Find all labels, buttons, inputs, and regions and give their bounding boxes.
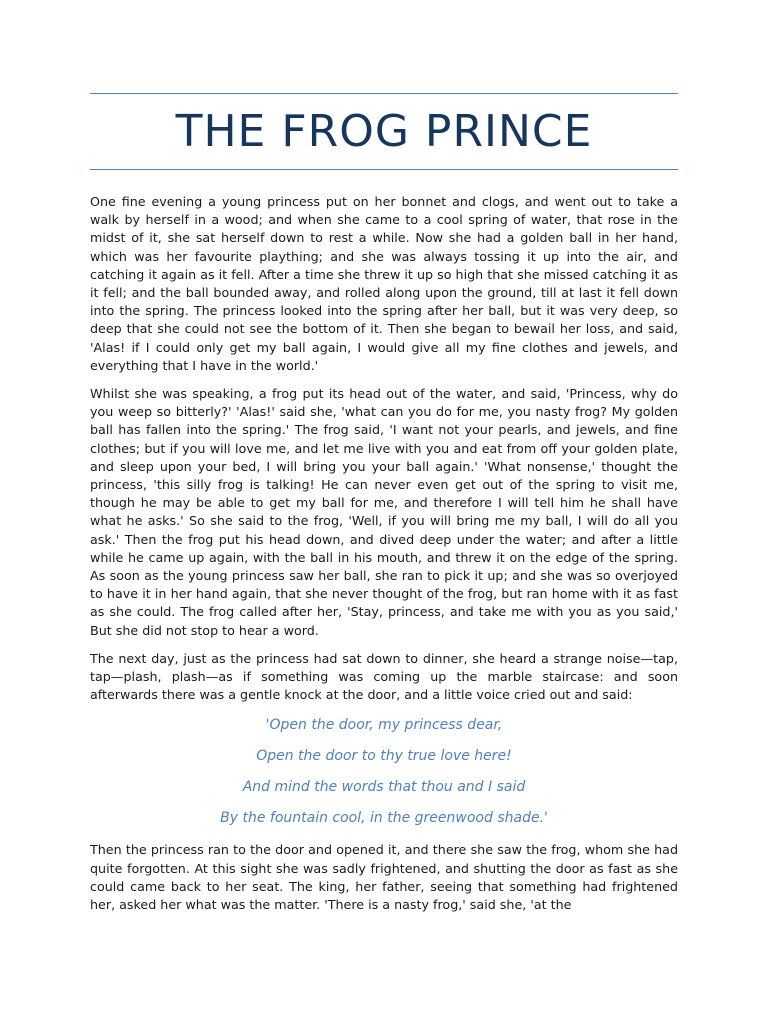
story-body — [90, 193, 678, 924]
paragraph-2: Whilst she was speaking, a frog put its head out of the water, and said, 'Princess, why do you weep so bitterly?' 'Alas!' said she, 'what can you do for me, you nasty frog? My golden ball has fallen into the spring.' The frog said, 'I want not your pearls, and jewels, and fine clothes; but if you will love me, and let me live with you and eat from off your golden plate, and sleep upon your bed, I will bring you your ball again.' 'What nonsense,' thought the princess, 'this silly frog is talking! He can never even get out of the spring to visit me, though he may be able to get my ball for me, and therefore I will tell him he shall have what he asks.' So she said to the frog, 'Well, if you will bring me my ball, I will do all you ask.' Then the frog put his head down, and dived deep under the water; and after a little while he came up again, with the ball in his mouth, and threw it on the edge of the spring. As soon as the young princess saw her ball, she ran to pick it up; and she was so overjoyed to have it in her hand again, that she never thought of the frog, but ran home with it as fast as she could. The frog called after her, 'Stay, princess, and take me with you as you said,' But she did not stop to hear a word. — [90, 386, 678, 638]
verse-line-1: 'Open the door, my princess dear, — [265, 717, 503, 734]
verse-line-3: And mind the words that thou and I said — [242, 779, 526, 796]
paragraph-1: One fine evening a young princess put on her bonnet and clogs, and went out to take a walk by herself in a wood; and when she came to a cool spring of water, that rose in the midst of it, she sat herself down to rest a while. Now she had a golden ball in her hand, which was her favourite plaything; and she was always tossing it up into the air, and catching it again as it fell. After a time she threw it up so high that she missed catching it as it fell; and the ball bounded away, and rolled along upon the ground, till at last it fell down into the spring. The princess looked into the spring after her ball, but it was very deep, so deep that she could not see the bottom of it. Then she began to bewail her loss, and said, 'Alas! if I could only get my ball again, I would give all my fine clothes and jewels, and everything that I have in the world.' — [90, 194, 678, 373]
verse-line-4: By the fountain cool, in the greenwood shade.' — [220, 810, 548, 827]
title-bottom-rule — [90, 169, 678, 170]
verse-line-2: Open the door to thy true love here! — [256, 748, 512, 765]
title-top-rule — [90, 93, 678, 94]
paragraph-4: Then the princess ran to the door and opened it, and there she saw the frog, whom she had quite forgotten. At this sight she was sadly frightened, and shutting the door as fast as she could came back to her seat. The king, her father, seeing that something had frightened her, asked her what was the matter. 'There is a nasty frog,' said she, 'at the — [90, 842, 678, 913]
paragraph-3: The next day, just as the princess had sat down to dinner, she heard a strange noise—tap, tap—plash, plash—as if something was coming up the marble staircase: and soon afterwards there was a gentle knock at the door, and a little voice cried out and said: — [90, 650, 678, 703]
verse-block — [90, 716, 678, 827]
document-title: THE FROG PRINCE — [175, 106, 593, 157]
